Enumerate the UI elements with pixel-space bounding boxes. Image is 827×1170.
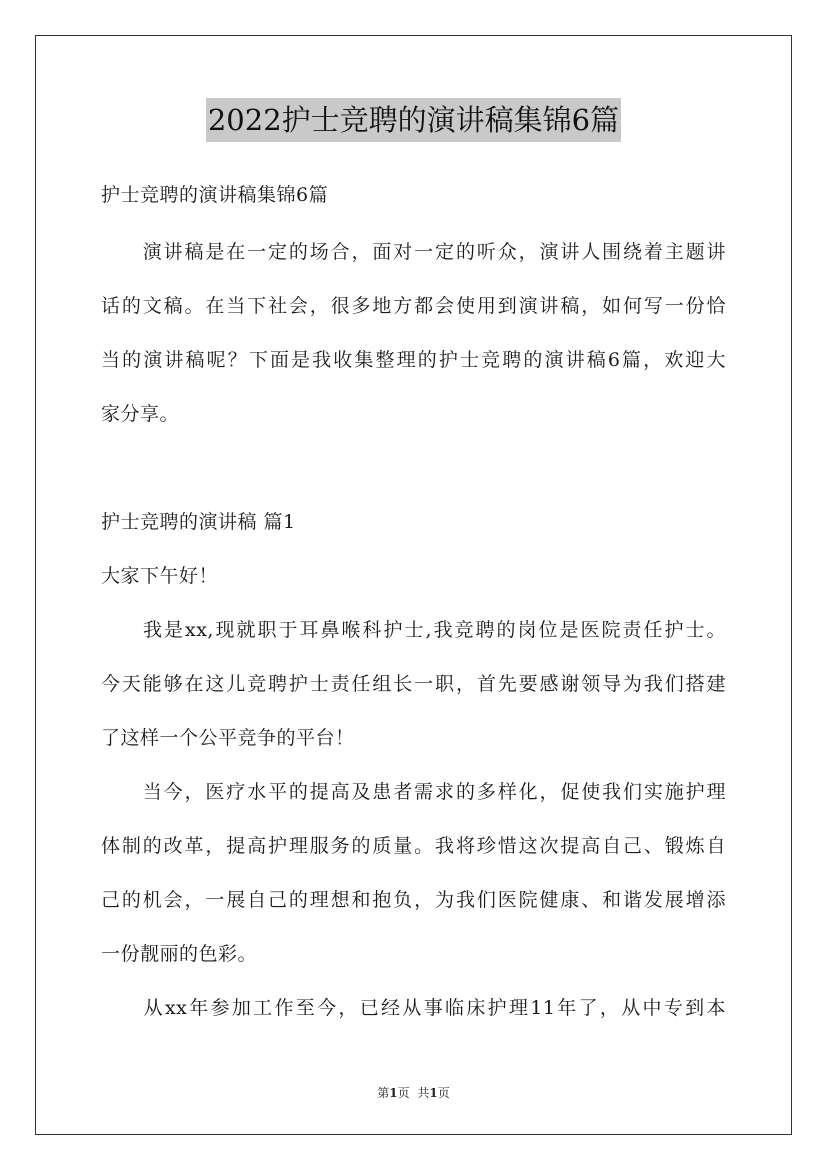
document-title: 2022护士竞聘的演讲稿集锦6篇	[206, 98, 621, 142]
page-suffix: 页	[397, 1086, 410, 1100]
greeting: 大家下午好！	[101, 565, 219, 587]
page-number: 1	[389, 1086, 398, 1100]
page-footer	[0, 1084, 827, 1101]
intro-line: 话的文稿。在当下社会，很多地方都会使用到演讲稿，如何写一份恰	[101, 295, 726, 317]
total-pages: 1	[429, 1086, 438, 1100]
paragraph-line: 体制的改革，提高护理服务的质量。我将珍惜这次提高自己、锻炼自	[101, 835, 726, 857]
section-heading: 护士竞聘的演讲稿 篇1	[101, 511, 296, 533]
paragraph-line: 己的机会，一展自己的理想和抱负，为我们医院健康、和谐发展增添	[101, 889, 726, 911]
intro-line: 家分享。	[101, 403, 180, 425]
paragraph-line: 了这样一个公平竞争的平台！	[101, 727, 355, 749]
intro-line: 演讲稿是在一定的场合，面对一定的听众，演讲人围绕着主题讲	[101, 241, 726, 263]
intro-line: 当的演讲稿呢？下面是我收集整理的护士竞聘的演讲稿6篇，欢迎大	[101, 349, 726, 371]
total-suffix: 页	[437, 1086, 450, 1100]
paragraph-line: 一份靓丽的色彩。	[101, 943, 258, 965]
paragraph-line: 我是xx,现就职于耳鼻喉科护士,我竞聘的岗位是医院责任护士。	[101, 619, 726, 641]
paragraph-line: 当今，医疗水平的提高及患者需求的多样化，促使我们实施护理	[101, 781, 726, 803]
page-prefix: 第	[377, 1086, 390, 1100]
subtitle: 护士竞聘的演讲稿集锦6篇	[101, 184, 329, 206]
paragraph-line: 从xx年参加工作至今，已经从事临床护理11年了，从中专到本	[101, 997, 726, 1019]
paragraph-line: 今天能够在这儿竞聘护士责任组长一职，首先要感谢领导为我们搭建	[101, 673, 726, 695]
total-prefix: 共	[417, 1086, 430, 1100]
